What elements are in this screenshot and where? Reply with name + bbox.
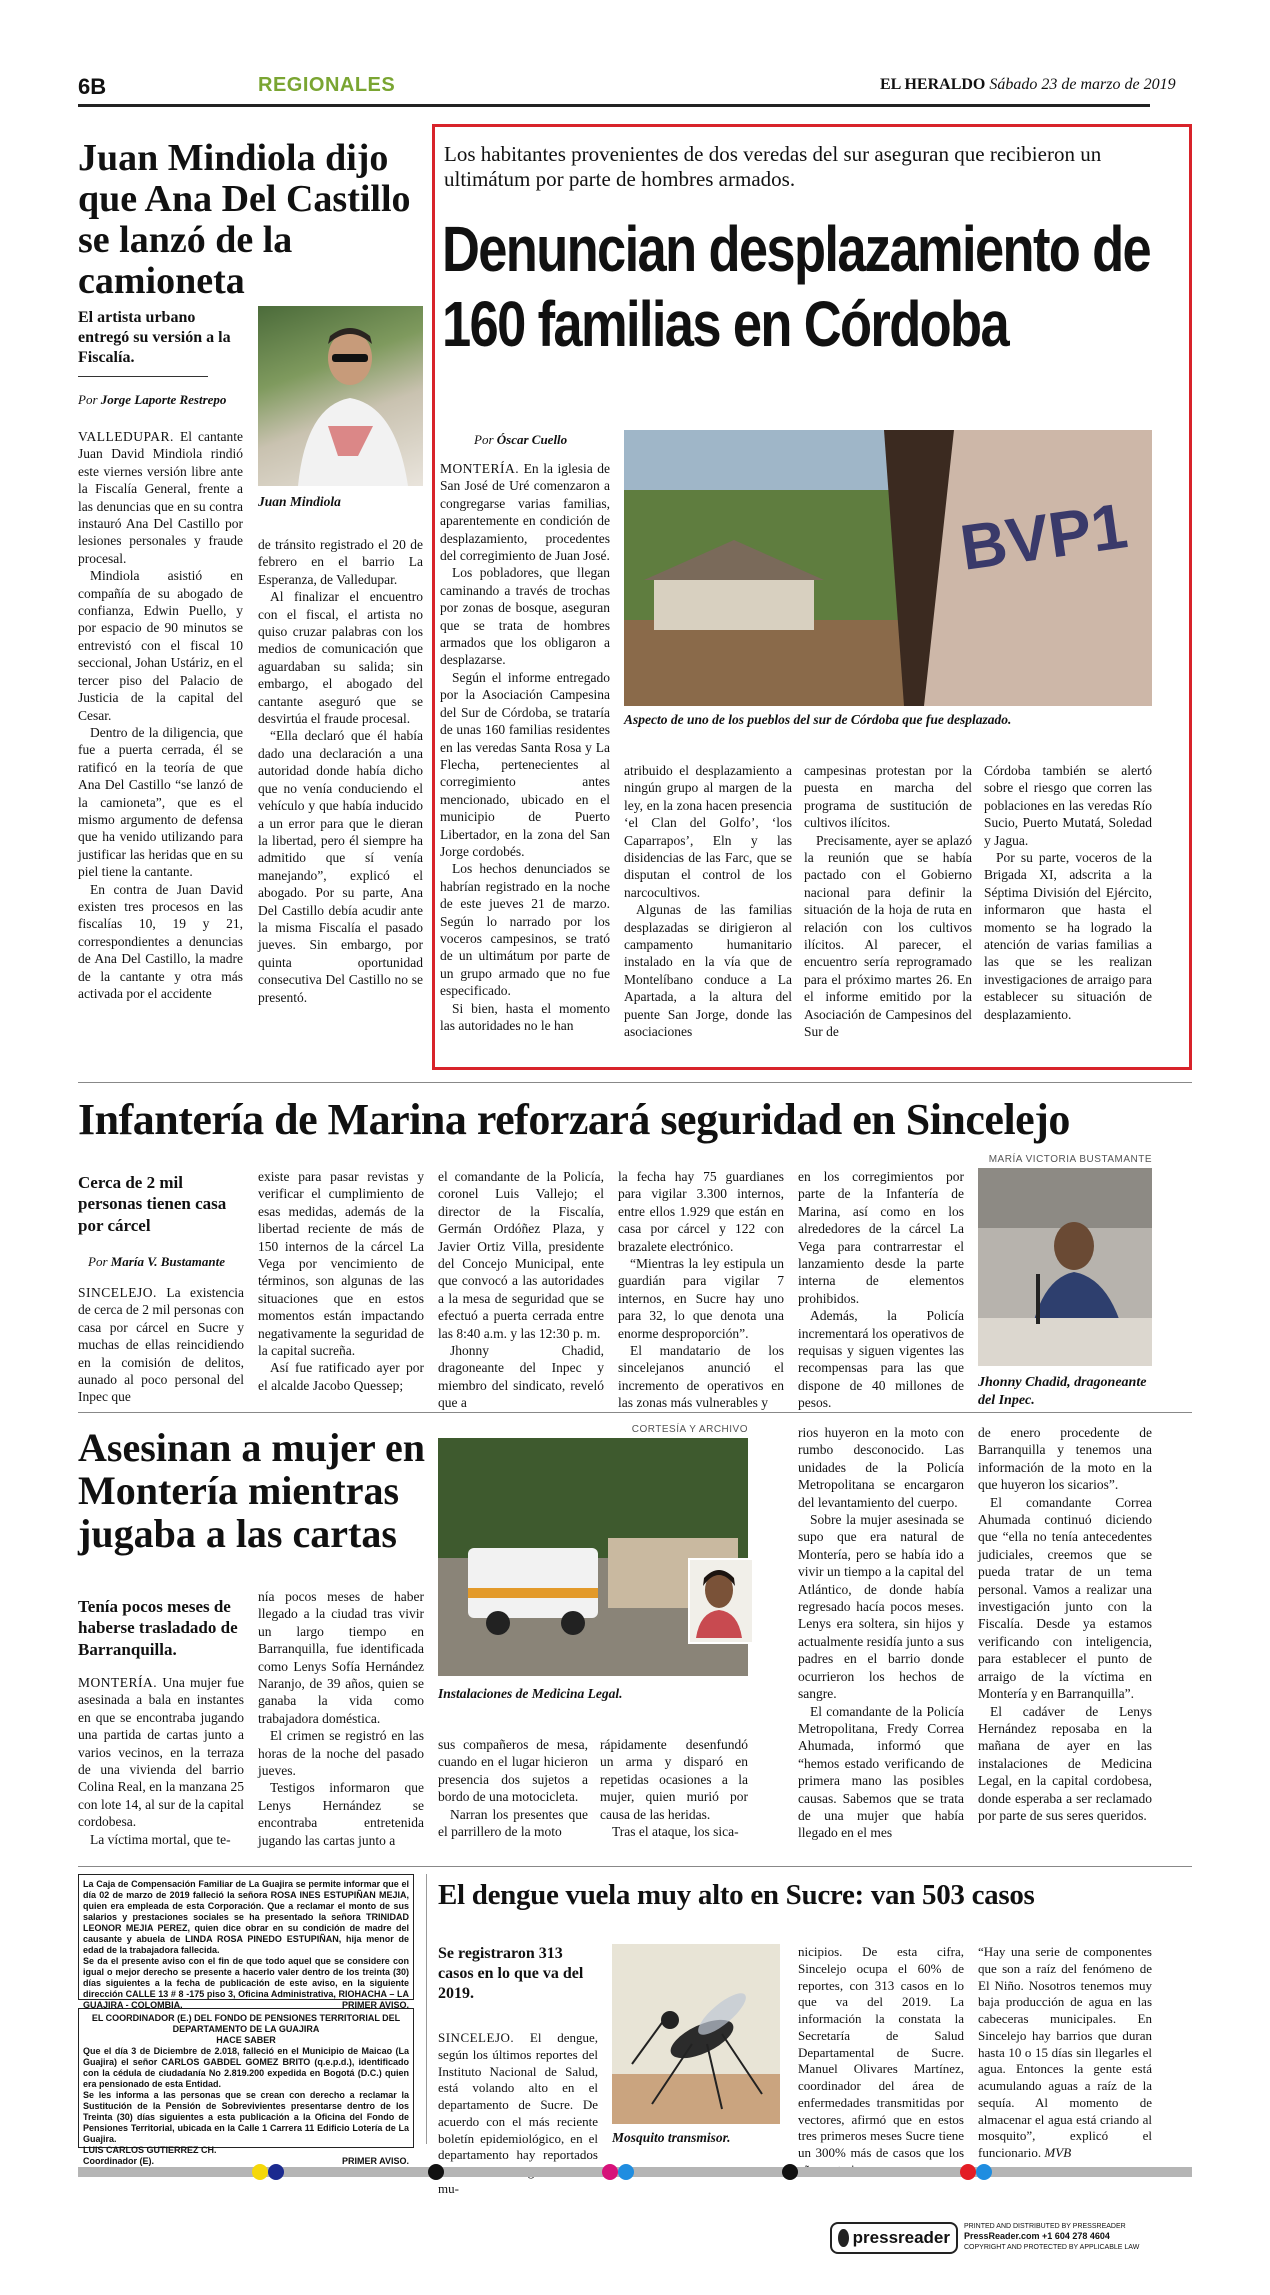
pressreader-logo-icon	[838, 2229, 849, 2247]
legal-notice-1: La Caja de Compensación Familiar de La Guajira se permite informar que el día 02 de marzo de 2019 falleció la señora ROSA INES ESTUPIÑAN MEJIA, quien era empleada de esta Corporación. Que a reclamar el monto de sus salarios y prestaciones sociales se ha presentado la señora TRINIDAD LEONOR MEJIA PEREZ, quien dice obrar en su condición de madre del causante y abuela de LINDA ROSA PINEDO ESTUPIÑAN, hija menor de edad de la trabajadora fallecida. Se da el presente aviso con el fin de que todo aquel que se considere con igual o mejor derecho se presente a hacerlo valer dentro de los treinta (30) días siguientes a la fecha de publicación de este aviso, en la siguiente dirección CALLE 13 # 8 -175 piso 3, Oficina Administrativa, RIOHACHA – LA GUAJIRA - COLOMBIA. PRIMER AVISO.	[78, 1874, 414, 2000]
mindiola-col-1: VALLEDUPAR. El cantante Juan David Mindiola rindió este viernes versión libre ante la Fiscalía General, frente a las denuncias que en su contra instauró Ana Del Castillo por lesiones personales y fraude procesal. Mindiola asistió en compañía de su abogado de confianza, Edwin Puello, y por espacio de 90 minutos se entrevistó con el fiscal 10 seccional, Johan Ustáriz, en el tercer piso del Palacio de Justicia de la capital del Cesar. Dentro de la diligencia, que fue a puerta cerrada, él se ratificó en la teoría de que Ana Del Castillo “se lanzó de la camioneta”, que es el mismo argumento de defensa que ha venido utilizando para justificar las heridas que en su piel tiene la cantante. En contra de Juan David existen tres procesos en las fiscalías 10, 19 y 21, correspondientes a denuncias de Ana Del Castillo, la madre de la cantante y otra más activada por el accidente	[78, 429, 243, 1001]
mindiola-deck: El artista urbano entregó su versión a la Fiscalía.	[78, 309, 231, 366]
village-photo-icon	[624, 430, 1152, 706]
register-dot	[602, 2164, 618, 2180]
column-divider	[426, 1874, 427, 2144]
divider	[78, 1412, 1192, 1413]
monteria-caption: Instalaciones de Medicina Legal.	[438, 1686, 623, 1701]
marina-col-1: SINCELEJO. La existencia de cerca de 2 mil personas con casa por cárcel en Sucre y muchas de ellas reincidiendo en la comisión de delitos, aunado al poco personal del Inpec que	[78, 1285, 244, 1405]
person-icon	[258, 306, 423, 486]
dengue-photo	[612, 1944, 780, 2124]
cordoba-caption: Aspecto de uno de los pueblos del sur de Córdoba que fue desplazado.	[624, 712, 1012, 727]
cordoba-col-3: campesinas protestan por la puesta en marcha del programa de sustitución de cultivos ilícitos. Precisamente, ayer se aplazó la reunión que se había pactado con el Gobierno nacional para definir la situación de la hoja de ruta en relación con los cultivos ilícitos. Al parecer, el encuentro sería reprogramado para el próximo martes 26. En el informe emitido por la Asociación de Campesinos del Sur de	[804, 763, 972, 1040]
register-dot	[782, 2164, 798, 2180]
monteria-col-3: sus compañeros de mesa, cuando en el lugar hicieron presencia dos sujetos a bordo de una motocicleta. Narran los presentes que el parrillero de la moto	[438, 1737, 588, 1840]
pressreader-wordmark: pressreader	[852, 2228, 950, 2247]
monteria-deck: Tenía pocos meses de haberse trasladado de Barranquilla.	[78, 1597, 238, 1659]
speaker-photo-icon	[978, 1168, 1152, 1366]
section-title: REGIONALES	[258, 74, 396, 96]
marina-col-5: en los corregimientos por parte de la Infantería de Marina, así como en los alrededores de la cárcel La Vega para contrarrestar el lanzamiento desde la parte interna de elementos prohibidos. Además, la Policía incrementará los operativos de requisas y siguen vigentes las recompensas para las que dispone de 40 millones de pesos.	[798, 1169, 964, 1411]
dengue-deck: Se registraron 313 casos en lo que va del 2019.	[438, 1945, 584, 2002]
dengue-caption: Mosquito transmisor.	[612, 2130, 731, 2145]
marina-col-3: el comandante de la Policía, coronel Luis Vallejo; el director de la Fiscalía, Germán Ordóñez Plaza, y Javier Ortiz Villa, presidente del Concejo Municipal, ente que convocó a las autoridades a la mesa de seguridad que se efectuó a puerta cerrada entre las 8:40 a.m. y las 12:30 p. m. Jhonny Chadid, dragoneante del Inpec y miembro del sindicato, reveló que a	[438, 1169, 604, 1411]
marina-deck: Cerca de 2 mil personas tienen casa por cárcel	[78, 1173, 227, 1235]
mindiola-byline: Por Jorge Laporte Restrepo	[78, 392, 227, 407]
marina-headline: Infantería de Marina reforzará seguridad en Sincelejo	[78, 1095, 1070, 1144]
monteria-photo-credit: CORTESÍA Y ARCHIVO	[631, 1424, 748, 1435]
svg-text:BVP1: BVP1	[955, 489, 1132, 584]
mindiola-photo	[258, 306, 423, 486]
victim-portrait	[688, 1558, 754, 1644]
dengue-col-3: “Hay una serie de componentes que son a raíz del fenómeno de El Niño. Nosotros tenemos muy baja producción de agua en las cabeceras municipales. En Sincelejo hay barrios que duran hasta 10 o 15 días sin llegarles el agua. Entonces la gente está acumulando aguas a raíz de la sequía. Al momento de almacenar el agua está criando al mosquito”, explicó el funcionario. MVB	[978, 1944, 1152, 2161]
monteria-col-4: rápidamente desenfundó un arma y disparó en repetidas ocasiones a la mujer, quien murió por causa de las heridas. Tras el ataque, los sica-	[600, 1737, 748, 1840]
marina-byline: Por María V. Bustamante	[88, 1254, 226, 1269]
pressreader-logo	[830, 2222, 958, 2254]
header-rule	[78, 104, 1150, 107]
monteria-col-2: nía pocos meses de haber llegado a la ciudad tras vivir un largo tiempo en Barranquilla, fue identificada como Lenys Sofía Hernández Naranjo, de 39 años, quien se ganaba la vida como trabajadora doméstica. El crimen se registró en las horas de la noche del pasado jueves. Testigos informaron que Lenys Hernández se encontraba entretenida jugando las cartas junto a	[258, 1589, 424, 1848]
register-dot	[976, 2164, 992, 2180]
mindiola-caption: Juan Mindiola	[258, 494, 341, 509]
marina-col-4: la fecha hay 75 guardianes para vigilar 3.300 internos, entre ellos 1.929 que están en casa por cárcel y 122 con brazalete electrónico. “Mientras la ley estipula un guardián para vigilar 7 internos, en Sucre hay uno para 32, lo que denota una enorme desproporción”. El mandatario de los sincelejanos anunció el incremento de operativos en las zonas más vulnerables y	[618, 1169, 784, 1411]
marina-col-2: existe para pasar revistas y verificar el cumplimiento de esas medidas, además de la libertad reciente de más de 150 internos de la cárcel La Vega por vencimiento de términos, son algunas de las situaciones que en estos momentos están impactando negativamente la seguridad de la capital sucreña. Así fue ratificado ayer por el alcalde Jacobo Quessep;	[258, 1169, 424, 1393]
register-dot	[268, 2164, 284, 2180]
divider	[78, 1082, 1192, 1083]
dengue-headline: El dengue vuela muy alto en Sucre: van 503 casos	[438, 1879, 1035, 1911]
dengue-col-1: SINCELEJO. El dengue, según los últimos reportes del Instituto Nacional de Salud, está volando alto en el departamento de Sucre. De acuerdo con el más reciente boletín epidemiológico, en el departamento hay reportados mu-	[438, 2030, 598, 2196]
page-number: 6B	[78, 74, 107, 99]
deck-rule	[78, 376, 208, 377]
portrait-icon	[690, 1560, 748, 1638]
cordoba-byline: Por Óscar Cuello	[474, 432, 568, 447]
cordoba-col-4: Córdoba también se alertó sobre el riesgo que corren las poblaciones en las veredas Río Sucio, Puerto Mutatá, Soledad y Jagua. Por su parte, voceros de la Brigada XI, adscrita a la Séptima División del Ejército, informaron que hasta el momento se ha logrado la atención de varias familias a las que se les realizan investigaciones de arraigo para establecer su situación de desplazamiento.	[984, 763, 1152, 1022]
monteria-col-5: rios huyeron en la moto con rumbo desconocido. Las unidades de la Policía Metropolitana se encargaron del levantamiento del cuerpo. Sobre la mujer asesinada se supo que era natural de Montería, pero se había ido a vivir un tiempo a la capital del Atlántico, de donde había regresado hacía pocos meses. Lenys era soltera, sin hijos y actualmente residía junto a sus padres en el barrio donde ocurrieron los hechos de sangre. El comandante de la Policía Metropolitana, Fredy Correa Ahumada, informó que “hemos estado verificando de primera mano las posibles causas. Sabemos que se trata de una mujer que había llegado en el mes	[798, 1425, 964, 1841]
register-dot	[960, 2164, 976, 2180]
masthead: EL HERALDO Sábado 23 de marzo de 2019	[880, 76, 1176, 93]
mindiola-col-2: de tránsito registrado el 20 de febrero en el barrio La Esperanza, de Valledupar. Al finalizar el encuentro con el fiscal, el artista no quiso cruzar palabras con los medios de comunicación que aguardaban su salida; sin embargo, el abogado del cantante aseguró que se desvirtúa el fraude procesal. “Ella declaró que él había dado una declaración a una autoridad donde había dicho que no venía conduciendo el vehículo y que había inducido a un error para que le dieran la libertad, pero él siempre ha admitido que sí venía manejando”, explicó el abogado. Por su parte, Ana Del Castillo debía acudir ante la misma Fiscalía el pasado jueves. Sin embargo, por quinta oportunidad consecutiva Del Castillo no se presentó.	[258, 537, 423, 1005]
register-dot	[252, 2164, 268, 2180]
divider	[78, 1866, 1192, 1867]
monteria-headline: Asesinan a mujer en Montería mientras jugaba a las cartas	[78, 1425, 426, 1557]
monteria-col-1: MONTERÍA. Una mujer fue asesinada a bala en instantes en que se encontraba jugando una partida de cartas junto a varios vecinos, en la terraza de una vivienda del barrio Colina Real, en la manzana 25 con lote 14, al sur de la capital cordobesa. La víctima mortal, que te-	[78, 1675, 244, 1847]
monteria-col-6: de enero procedente de Barranquilla y tenemos una información de la moto en la que huyeron los sicarios”. El comandante Correa Ahumada continuó diciendo que “ella no tenía antecedentes judiciales, creemos que se pueda tratar de un tema personal. Vamos a realizar una investigación junto con la Fiscalía. Desde ya estamos verificando con inteligencia, para establecer el punto de arraigo de la víctima en Montería y en Barranquilla”. El cadáver de Lenys Hernández reposaba en la mañana de ayer en las instalaciones de Medicina Legal, en la capital cordobesa, donde esperaba a ser reclamado por parte de sus seres queridos.	[978, 1425, 1152, 1823]
cordoba-photo	[624, 430, 1152, 706]
dengue-col-2: nicipios. De esta cifra, Sincelejo ocupa el 60% de reportes, con 313 casos en lo que va del 2019. La información la constata la Secretaría de Salud Departamental de Sucre. Manuel Olivares Martínez, coordinador del área de enfermedades transmitidas por vectores, afirmó que en estos tres primeros meses Sucre tiene un 300% más de casos que los	[798, 1944, 964, 2161]
register-dot	[618, 2164, 634, 2180]
mosquito-icon	[612, 1944, 780, 2124]
cordoba-col-2: atribuido el desplazamiento a ningún grupo al margen de la ley, en la zona hacen presencia ‘el Clan del Golfo’, ‘los Caparrapos’, Eln y las disidencias de las Farc, que se disputan el control de los narcocultivos. Algunas de las familias desplazadas se dirigieron al campamento humanitario instalado en la vía que de Montelíbano conduce a La Apartada, a la altura del puente San Jorge, donde las asociaciones	[624, 763, 792, 1040]
cordoba-col-1: MONTERÍA. En la iglesia de San José de Uré comenzaron a congregarse varias familias, aparentemente en condición de desplazamiento, procedentes del corregimiento de Juan José. Los pobladores, que llegan caminando a través de trochas por zonas de bosque, aseguran que se trata de hombres armados que los obligaron a desplazarse. Según el informe entregado por la Asociación Campesina del Sur de Córdoba, se trataría de unas 160 familias residentes en las veredas Santa Rosa y La Flecha, pertenecientes al corregimiento antes mencionado, ubicado en el municipio de Puerto Libertador, en la zona del San Jorge cordobés. Los hechos denunciados se habrían registrado en la noche de este jueves 21 de marzo. Según lo narrado por los voceros campesinos, se trató de un ultimátum por parte de un grupo armado que no fue especificado. Si bien, hasta el momento las autoridades no le han	[440, 461, 610, 1033]
register-dot	[428, 2164, 444, 2180]
mindiola-headline: Juan Mindiola dijo que Ana Del Castillo se lanzó de la camioneta	[78, 137, 411, 303]
pressreader-info: PRINTED AND DISTRIBUTED BY PRESSREADER PressReader.com +1 604 278 4604 COPYRIGHT AND PROTECTED BY APPLICABLE LAW	[964, 2223, 1140, 2251]
cordoba-kicker: Los habitantes provenientes de dos veredas del sur aseguran que recibieron un ultimátum por parte de hombres armados.	[444, 142, 1102, 192]
marina-photo	[978, 1168, 1152, 1366]
legal-notice-2: EL COORDINADOR (E.) DEL FONDO DE PENSIONES TERRITORIAL DEL DEPARTAMENTO DE LA GUAJIRA HACE SABER Que el día 3 de Diciembre de 2.018, falleció en el Municipio de Maicao (La Guajira) el señor CARLOS GABDEL GOMEZ BRITO (q.e.p.d.), identificado con la cédula de ciudadanía No 2.819.200 expedida en Bogotá (D.C.) quien era pensionado de esta Entidad. Se les informa a las personas que se crean con derecho a reclamar la Sustitución de la Pensión de Sobrevivientes presentarse dentro de los Treinta (30) días siguientes a esta publicación a la Oficina del Fondo de Pensiones Territorial, ubicada en la Calle 1 Carrera 11 Edificio Lotería de La Guajira. LUIS CARLOS GUTIERREZ CH. Coordinador (E). PRIMER AVISO.	[78, 2008, 414, 2148]
marina-caption: Jhonny Chadid, dragoneante del Inpec.	[978, 1375, 1147, 1408]
cordoba-headline: Denuncian desplazamiento de 160 familias en Córdoba	[442, 213, 1151, 360]
marina-photo-credit: MARÍA VICTORIA BUSTAMANTE	[988, 1154, 1152, 1165]
monteria-photo	[438, 1438, 748, 1676]
register-bar	[78, 2167, 1192, 2177]
